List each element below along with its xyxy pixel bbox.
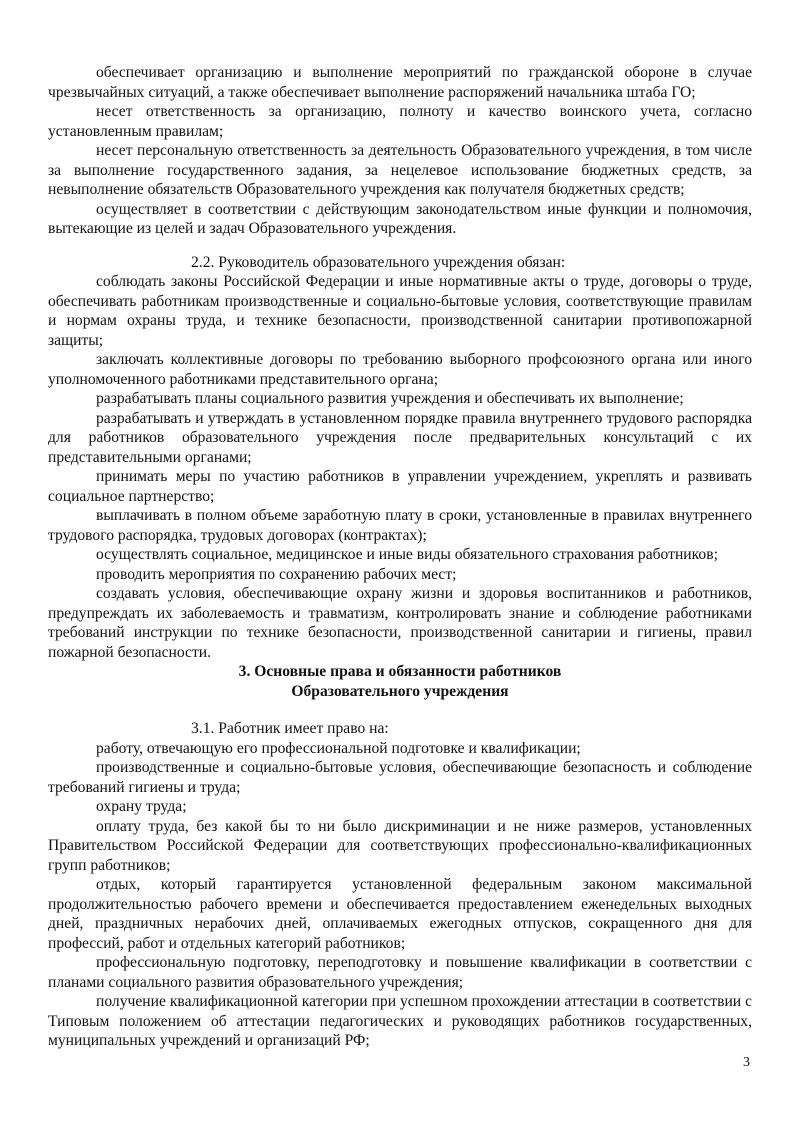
paragraph-other-functions: осуществляет в соответствии с действующим законодательством иные функции и полномочия, вытекающие из целей и задач Образовательного учреждения. (48, 200, 752, 237)
clause-3-1-intro: 3.1. Работник имеет право на: (191, 720, 389, 737)
list-item: разрабатывать планы социального развития учреждения и обеспечивать их выполнение; (96, 390, 684, 407)
list-item: осуществлять социальное, медицинское и иные виды обязательного страхования работников; (96, 546, 718, 563)
list-item: создавать условия, обеспечивающие охрану жизни и здоровья воспитанников и работников, предупреждать их заболеваемость и травматизм, контролировать знание и соблюдение работниками требований инструкции по технике безопасности, производственной санитарии и гигиены, правил пожарной безопасности. (48, 585, 752, 661)
section-3-heading-line2: Образовательного учреждения (291, 682, 509, 700)
clause-2-2-intro: 2.2. Руководитель образовательного учреждения обязан: (191, 253, 566, 271)
document-page (48, 63, 752, 1051)
list-item: заключать коллективные договоры по требованию выборного профсоюзного органа или иного уполномоченного работниками представительного органа; (48, 351, 752, 388)
paragraph-civil-defense: обеспечивает организацию и выполнение мероприятий по гражданской обороне в случае чрезвычайных ситуаций, а также обеспечивает выполнение распоряжений начальника штаба ГО; (48, 64, 752, 101)
list-item: профессиональную подготовку, переподготовку и повышение квалификации в соответствии с планами социального развития образовательного учреждения; (48, 954, 752, 991)
paragraph-personal-responsibility: несет персональную ответственность за деятельность Образовательного учреждения, в том числе за выполнение государственного задания, за нецелевое использование бюджетных средств, за невыполнение обязательств Образовательного учреждения как получателя бюджетных средств; (48, 142, 752, 198)
list-item: получение квалификационной категории при успешном прохождении аттестации в соответствии с Типовым положением об аттестации педагогических и руководящих работников государственных, муниципальных учреждений и организаций РФ; (48, 993, 752, 1049)
list-item: разрабатывать и утверждать в установленном порядке правила внутреннего трудового распорядка для работников образовательного учреждения после предварительных консультаций с их представительными органами; (48, 409, 752, 466)
list-item: соблюдать законы Российской Федерации и иные нормативные акты о труде, договоры о труде, обеспечивать работникам производственные и социально-бытовые условия, соответствующие правилам и нормам охраны труда, и технике безопасности, производственной санитарии противопожарной защиты; (48, 273, 752, 349)
paragraph-military-registration: несет ответственность за организацию, полноту и качество воинского учета, согласно установленным правилам; (48, 103, 752, 140)
list-item: производственные и социально-бытовые условия, обеспечивающие безопасность и соблюдение требований гигиены и труда; (48, 759, 752, 796)
list-item: оплату труда, без какой бы то ни было дискриминации и не ниже размеров, установленных Правительством Российской Федерации для соответствующих профессионально-квалификационных групп работников; (48, 817, 752, 874)
list-item: принимать меры по участию работников в управлении учреждением, укреплять и развивать социальное партнерство; (48, 468, 752, 505)
list-item: выплачивать в полном объеме заработную плату в сроки, установленные в правилах внутреннего трудового распорядка, трудовых договорах (контрактах); (48, 507, 752, 544)
list-item: отдых, который гарантируется установленной федеральным законом максимальной продолжительностью рабочего времени и обеспечивается предоставлением еженедельных выходных дней, праздничных нерабочих дней, оплачиваемых ежегодных отпусков, сокращенного дня для профессий, работ и отдельных категорий работников; (48, 876, 752, 952)
section-3-heading-line1: 3. Основные права и обязанности работников (238, 663, 562, 680)
page-number: 3 (743, 1055, 750, 1070)
list-item: охрану труда; (96, 798, 187, 815)
list-item: проводить мероприятия по сохранению рабочих мест; (96, 565, 457, 583)
list-item: работу, отвечающую его профессиональной подготовке и квалификации; (96, 739, 581, 757)
